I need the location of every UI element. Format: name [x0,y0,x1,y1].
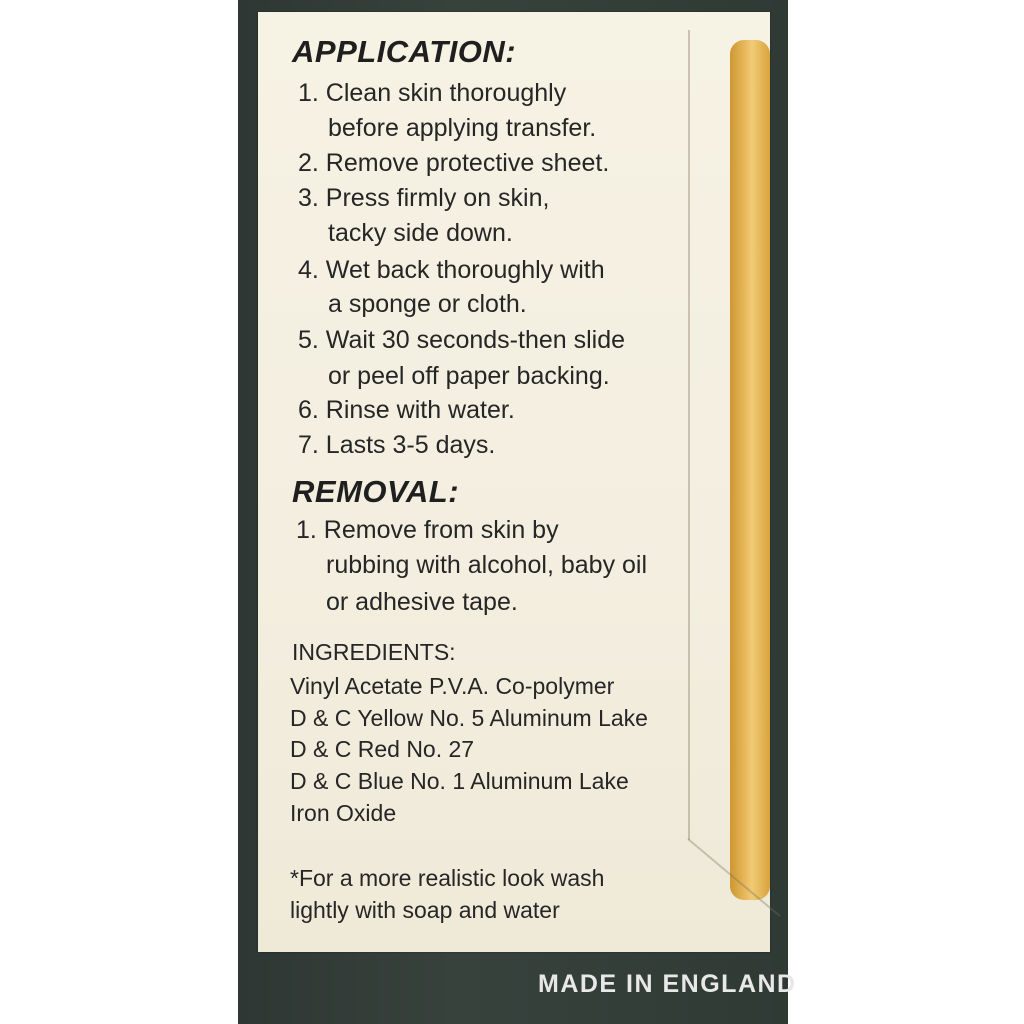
removal-step-1-line-2: rubbing with alcohol, baby oil [326,551,648,579]
application-step-3-line-1: 3. Press firmly on skin, [298,184,550,212]
ingredient-item-1: Vinyl Acetate P.V.A. Co-polymer [290,673,615,699]
application-step-4-line-1: 4. Wet back thoroughly with [298,256,605,284]
tattoo-transfer-strip [730,40,770,900]
application-step-5-line-1: 5. Wait 30 seconds-then slide [298,326,626,354]
made-in-label: MADE IN ENGLAND [538,970,797,998]
removal-heading: REMOVAL: [292,474,460,509]
application-step-3-line-2: tacky side down. [328,219,513,247]
application-step-6-line-1: 6. Rinse with water. [298,396,515,424]
ingredients-heading: INGREDIENTS: [292,639,456,665]
application-step-1-line-1: 1. Clean skin thoroughly [298,79,567,107]
plastic-window-edge [688,30,690,840]
application-step-1-line-2: before applying transfer. [328,114,597,142]
application-step-7-line-1: 7. Lasts 3-5 days. [298,431,496,459]
usage-note-line-2: lightly with soap and water [290,897,560,923]
application-heading: APPLICATION: [292,34,517,69]
ingredient-item-2: D & C Yellow No. 5 Aluminum Lake [290,705,648,731]
ingredient-item-4: D & C Blue No. 1 Aluminum Lake [290,768,629,794]
removal-step-1-line-1: 1. Remove from skin by [296,516,559,544]
ingredient-item-3: D & C Red No. 27 [290,736,475,762]
ingredient-item-5: Iron Oxide [290,800,397,826]
application-step-5-line-2: or peel off paper backing. [328,362,610,390]
usage-note-line-1: *For a more realistic look wash [290,865,605,891]
application-step-2-line-1: 2. Remove protective sheet. [298,149,610,177]
removal-step-1-line-3: or adhesive tape. [326,588,518,616]
application-step-4-line-2: a sponge or cloth. [328,290,527,318]
